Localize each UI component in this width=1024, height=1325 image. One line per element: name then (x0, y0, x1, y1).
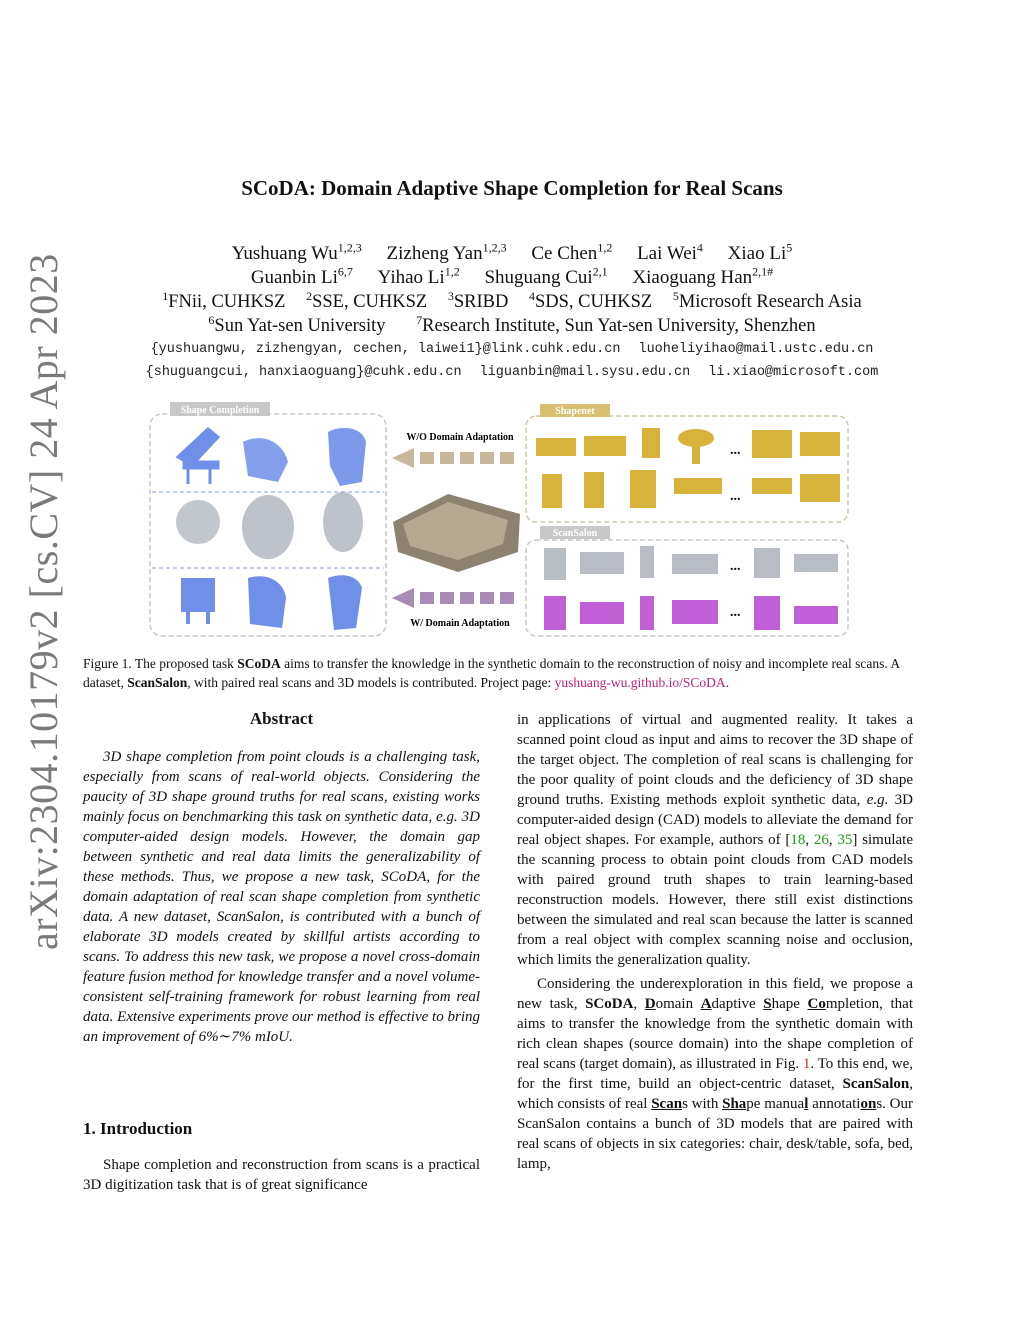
intro-paragraph-start: Shape completion and reconstruction from scans is a practical 3D digitization task that is of great significance (83, 1157, 480, 1193)
abstract-text: 3D shape completion from point clouds is a challenging task, especially from scans of real-world objects. Considering the paucity of 3D shape ground truths for real scans, existing works mainly focus on benchmarking this task on synthetic data, e.g. 3D computer-aided design models. However, the domain gap between synthetic and real data limits the generalizability of these methods. Thus, we propose a new task, SCoDA, for the domain adaptation of real scan shape completion from synthetic data. A new dataset, ScanSalon, is contributed with a bunch of elaborate 3D models created by skillful artists according to scans. To address this new task, we propose a novel cross-domain feature fusion method for knowledge transfer and a novel volume-consistent self-training framework for robust learning from real data. Extensive experiments prove our method is effective to bring an improvement of 6%∼7% mIoU. (83, 749, 480, 1045)
author-row-2: Guanbin Li$^{6,7}$ Yihao Li$^{1,2}$ Shuguang Cui$^{2,1}$ Xiaoguang Han$^{2,1\#}$ (250, 265, 774, 289)
paper-title: SCoDA: Domain Adaptive Shape Completion for Real Scans (241, 176, 783, 200)
shape-row-scan (176, 492, 363, 559)
panel-scansalon-label: ScanSalon (552, 528, 598, 539)
intro-paragraph-1: in applications of virtual and augmented reality. It takes a scanned point cloud as input and aims to recover the 3D shape of the target object. The completion of real scans is challenging for the poor quality of point clouds and the deficiency of 3D shape ground truths. Existing methods exploit synthetic data, e.g. 3D computer-aided design (CAD) models to alleviate the demand for real object shapes. For example, authors of [18, 26, 35] simulate the scanning process to obtain point clouds from CAD models with paired ground truth shapes to train learning-based reconstruction models. However, there still exist distinctions between the simulated and real scan because the latter is scanned from a real object with complex scanning noise and occlusion, which limits the generalization quality. (517, 712, 913, 968)
citation-26[interactable]: 26 (813, 832, 829, 848)
introduction-heading: 1. Introduction (83, 1119, 193, 1138)
project-page-link[interactable]: yushuang-wu.github.io/SCoDA (554, 675, 726, 690)
citation-35[interactable]: 35 (837, 832, 853, 848)
abstract-section (83, 709, 480, 1047)
scansalon-ellipsis-2: ... (730, 605, 741, 620)
arrow-with-da-label: W/ Domain Adaptation (410, 618, 510, 629)
intro-continued (517, 710, 913, 1174)
introduction-section (83, 1119, 480, 1195)
arxiv-sidebar-stamp: arXiv:2304.10179v2 [cs.CV] 24 Apr 2023 (21, 253, 66, 950)
panel-shapenet-label: Shapenet (555, 406, 595, 417)
shape-row-partial (178, 428, 366, 486)
figure-1 (148, 402, 852, 638)
affiliation-row-1: $^1$FNii, CUHKSZ $^2$SSE, CUHKSZ $^3$SRIBD $^4$SDS, CUHKSZ $^5$Microsoft Research Asia (162, 289, 862, 313)
scansalon-ellipsis-1: ... (730, 559, 741, 574)
shapenet-models (536, 428, 840, 508)
figure-1-caption: Figure 1. The proposed task SCoDA aims to transfer the knowledge in the synthetic domain to the reconstruction of noisy and incomplete real scans. A dataset, ScanSalon, with paired real scans and 3D models is contributed. Project page: yushuang-wu.github.io/SCoDA. (83, 656, 900, 690)
shape-row-complete (183, 575, 362, 630)
figure-reference[interactable]: 1 (802, 1056, 811, 1072)
author-row-1: Yushuang Wu$^{1,2,3}$ Zizheng Yan$^{1,2,3}$ Ce Chen$^{1,2}$ Lai Wei$^4$ Xiao Li$^5$ (231, 241, 793, 265)
arrow-without-da-label: W/O Domain Adaptation (406, 432, 514, 443)
affiliation-row-2: $^6$Sun Yat-sen University $^7$Research Institute, Sun Yat-sen University, Shenzhen (208, 313, 816, 337)
scansalon-scans (544, 546, 838, 580)
citation-18[interactable]: 18 (790, 832, 806, 848)
arrow-with-da (392, 588, 514, 608)
arrow-without-da (392, 448, 514, 468)
intro-paragraph-2: Considering the underexploration in this field, we propose a new task, SCoDA, Domain Adaptive Shape Completion, that aims to transfer the knowledge from the synthetic domain with rich clean shapes (source domain) into the shape completion of real scans (target domain), as illustrated in Fig. 1. To this end, we, for the first time, build an object-centric dataset, ScanSalon, which consists of real Scans with Shape manual annotations. Our ScanSalon contains a bunch of 3D models that are paired with real scans of objects in six categories: chair, desk/table, sofa, bed, lamp, (517, 976, 914, 1172)
panel-shape-completion-label: Shape Completion (180, 405, 260, 416)
scansalon-models (544, 596, 838, 630)
shapenet-ellipsis-2: ... (730, 489, 741, 504)
abstract-heading: Abstract (249, 709, 314, 728)
shapenet-ellipsis-1: ... (730, 443, 741, 458)
email-row-2: {shuguangcui, hanxiaoguang}@cuhk.edu.cn liguanbin@mail.sysu.edu.cn li.xiao@microsoft.com (145, 365, 879, 380)
email-row-1: {yushuangwu, zizhengyan, cechen, laiwei1}@link.cuhk.edu.cn luoheliyihao@mail.ustc.edu.cn (150, 342, 874, 357)
